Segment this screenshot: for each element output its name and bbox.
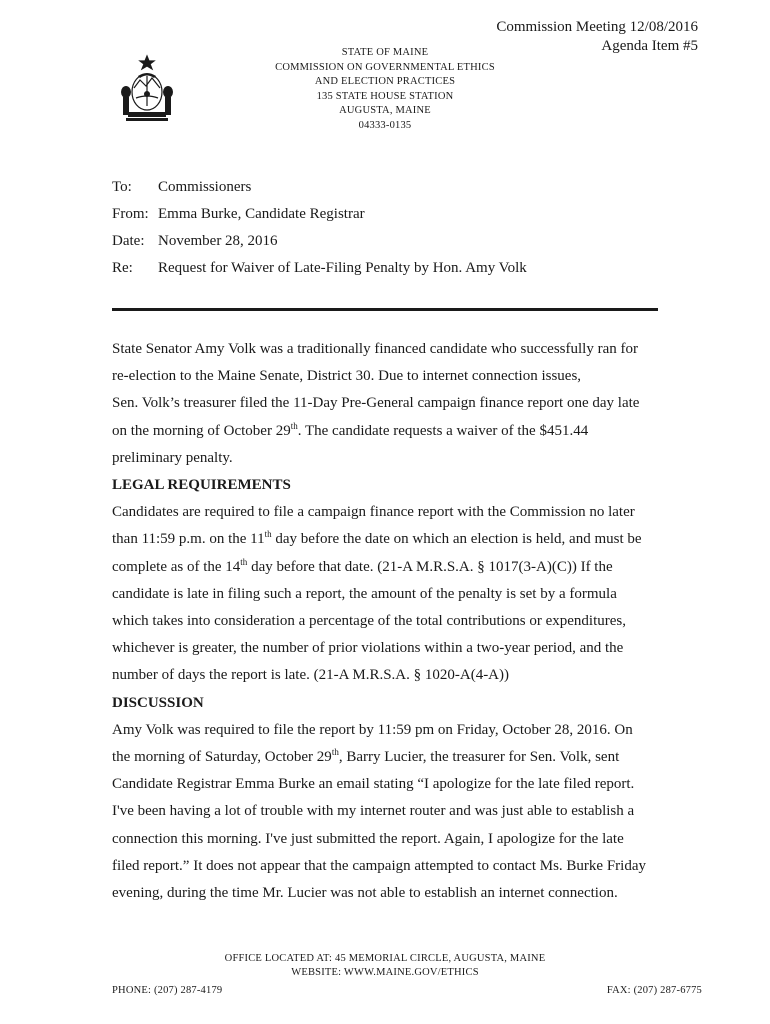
ordinal-suffix: th	[264, 529, 272, 540]
memo-re-row	[112, 255, 527, 282]
header-divider	[112, 308, 658, 311]
text-line: which takes into consideration a percentage of the total contributions or expenditures,	[112, 613, 627, 630]
state-seal-icon	[118, 54, 176, 124]
memo-date-label: Date:	[112, 233, 145, 249]
text-span: day before that date. (21-A M.R.S.A. § 1017(3-A)(C)) If the	[247, 558, 613, 575]
text-line	[112, 418, 660, 445]
text-span: the morning of Saturday, October 29	[112, 749, 332, 766]
legal-paragraph	[112, 499, 660, 689]
text-line	[112, 526, 660, 553]
text-span: complete as of the 14	[112, 558, 241, 575]
legal-heading: LEGAL REQUIREMENTS	[112, 477, 291, 494]
ordinal-suffix: th	[290, 420, 298, 431]
text-line: connection this morning. I've just submitted the report. Again, I apologize for the late	[112, 830, 624, 847]
text-line	[112, 744, 660, 771]
text-line: evening, during the time Mr. Lucier was not able to establish an internet connection.	[112, 885, 618, 902]
memo-from-label: From:	[112, 206, 149, 222]
letterhead-line: 135 STATE HOUSE STATION	[316, 90, 454, 102]
memo-date: November 28, 2016	[158, 233, 278, 249]
website: WEBSITE: WWW.MAINE.GOV/ETHICS	[291, 967, 479, 978]
contact-row	[0, 984, 770, 1000]
meeting-info	[496, 18, 698, 56]
discussion-heading: DISCUSSION	[112, 694, 204, 711]
text-line: Candidate Registrar Emma Burke an email stating “I apologize for the late filed report.	[112, 776, 635, 793]
text-line: Sen. Volk’s treasurer filed the 11-Day Pre-General campaign finance report one day late	[112, 395, 640, 412]
memo-to: Commissioners	[158, 179, 252, 195]
phone-number: PHONE: (207) 287-4179	[112, 985, 223, 996]
intro-paragraph	[112, 336, 660, 472]
text-line: whichever is greater, the number of prior violations within a two-year period, and the	[112, 640, 624, 657]
text-line: filed report.” It does not appear that the campaign attempted to contact Ms. Burke Friday	[112, 857, 646, 874]
memo-date-row	[112, 228, 527, 255]
memo-re-label: Re:	[112, 260, 133, 276]
ordinal-suffix: th	[331, 747, 339, 758]
memo-from: Emma Burke, Candidate Registrar	[158, 206, 365, 222]
text-span: day before the date on which an election is held, and must be	[271, 531, 642, 548]
letterhead-line: AUGUSTA, MAINE	[339, 105, 431, 116]
text-line: number of days the report is late. (21-A M.R.S.A. § 1020-A(4-A))	[112, 667, 510, 684]
memo-from-row	[112, 201, 527, 228]
office-address: OFFICE LOCATED AT: 45 MEMORIAL CIRCLE, AUGUSTA, MAINE	[224, 953, 546, 964]
letterhead	[255, 46, 515, 133]
text-line: preliminary penalty.	[112, 449, 233, 466]
letterhead-line: AND ELECTION PRACTICES	[314, 76, 456, 87]
meeting-date: Commission Meeting 12/08/2016	[496, 19, 698, 35]
page-footer	[0, 952, 770, 1000]
memo-header	[112, 174, 527, 282]
text-span: on the morning of October 29	[112, 422, 291, 439]
text-line: I've been having a lot of trouble with my internet router and was just able to establish a	[112, 803, 635, 820]
letterhead-line: 04333-0135	[358, 119, 412, 131]
text-span: than 11:59 p.m. on the 11	[112, 531, 265, 548]
text-line: candidate is late in filing such a report, the amount of the penalty is set by a formula	[112, 585, 617, 602]
memo-to-row	[112, 174, 527, 201]
discussion-paragraph	[112, 717, 660, 907]
fax-number: FAX: (207) 287-6775	[606, 985, 702, 996]
memo-body	[112, 336, 660, 907]
letterhead-line: STATE OF MAINE	[341, 47, 429, 58]
memo-re: Request for Waiver of Late-Filing Penalty by Hon. Amy Volk	[158, 260, 527, 276]
memo-to-label: To:	[112, 179, 132, 195]
text-line: State Senator Amy Volk was a traditionally financed candidate who successfully ran for	[112, 341, 638, 357]
text-span: . The candidate requests a waiver of the $451.44	[297, 422, 589, 439]
text-line: Amy Volk was required to file the report by 11:59 pm on Friday, October 28, 2016. On	[112, 721, 633, 738]
text-span: , Barry Lucier, the treasurer for Sen. Volk, sent	[338, 749, 620, 766]
ordinal-suffix: th	[240, 556, 248, 567]
text-line: Candidates are required to file a campaign finance report with the Commission no later	[112, 504, 635, 521]
text-line: re-election to the Maine Senate, District 30. Due to internet connection issues,	[112, 368, 582, 385]
text-line	[112, 554, 660, 581]
agenda-item: Agenda Item #5	[601, 38, 698, 54]
letterhead-line: COMMISSION ON GOVERNMENTAL ETHICS	[275, 61, 495, 73]
